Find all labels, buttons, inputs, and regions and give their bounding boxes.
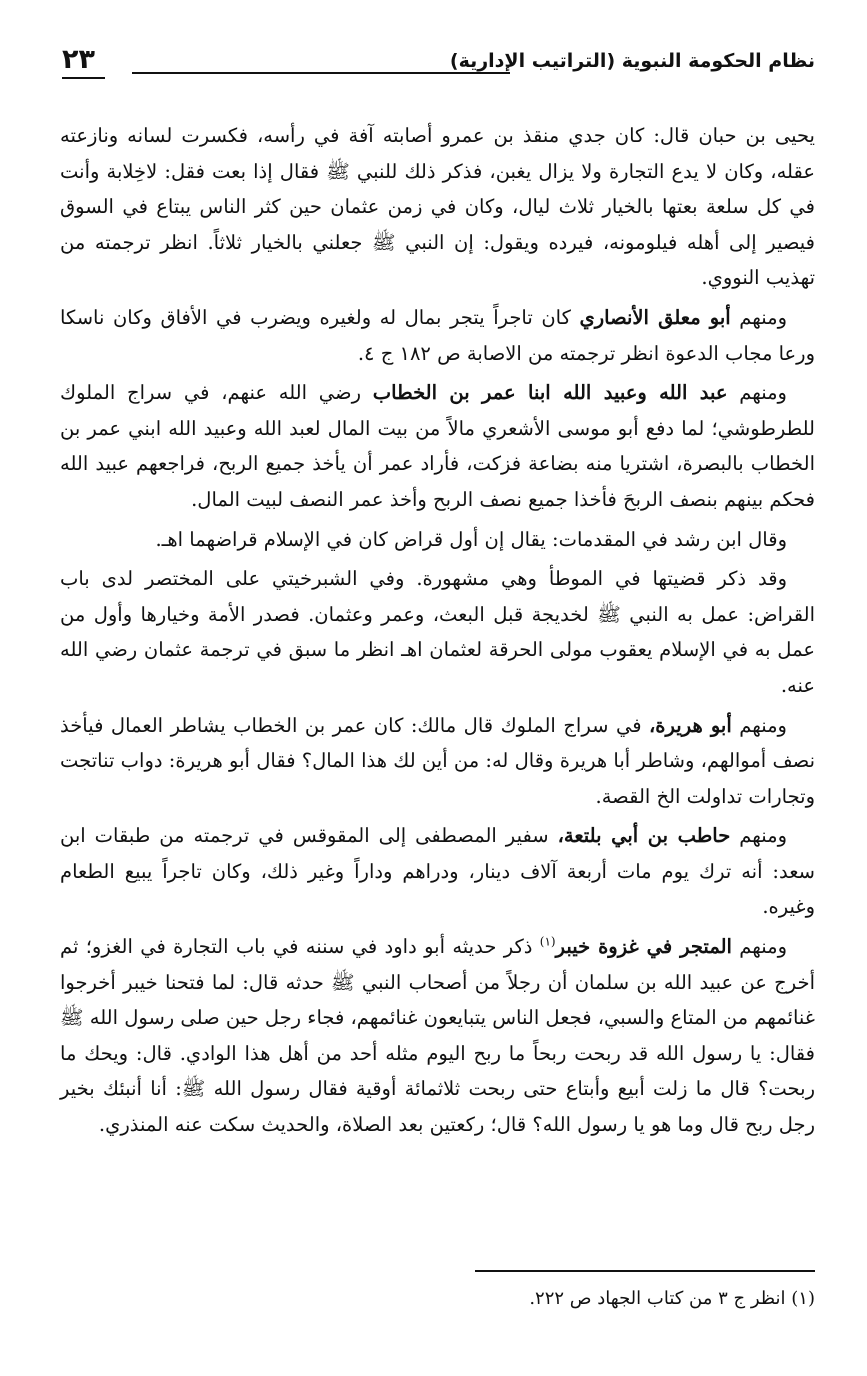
paragraph: ومنهم أبو معلق الأنصاري كان تاجراً يتجر بمال له ولغيره ويضرب في الأفاق وكان ناسكا ورعا مجاب الدعوة انظر ترجمته من الاصابة ص ١٨٢ ج ٤. xyxy=(60,305,815,365)
bold-name: أبو هريرة، xyxy=(649,713,732,737)
paragraph: وقال ابن رشد في المقدمات: يقال إن أول قراض كان في الإسلام قراضهما اهـ. xyxy=(155,527,787,551)
running-title: نظام الحكومة النبوية (التراتيب الإدارية) xyxy=(449,50,815,72)
footnote-separator xyxy=(475,1270,815,1272)
footnote-marker[interactable]: (١) xyxy=(539,934,556,949)
paragraph: ومنهم حاطب بن أبي بلتعة، سفير المصطفى إلى المقوقس في ترجمته من طبقات ابن سعد: أنه ترك يوم مات أربعة آلاف دينار، ودراهم وداراً وغير ذلك، وكان تاجراً يبيع الطعام وغيره. xyxy=(60,824,815,919)
page-number: ٢٣ xyxy=(62,44,105,79)
paragraph: يحيى بن حبان قال: كان جدي منقذ بن عمرو أصابته آفة في رأسه، فكسرت لسانه ونازعته عقله، وكان لا يدع التجارة ولا يزال يغبن، فذكر ذلك للنبي ﷺ فقال إذا بعت فقل: لاخِلابة وأنت في كل سلعة بعتها بالخيار ثلاث ليال، وكان في زمن عثمان حين كثر الناس يبتاع في السوق فيصير إلى أهله فيلومونه، فيرده ويقول: إن النبي ﷺ جعلني بالخيار ثلاثاً. انظر ترجمته من تهذيب النووي. xyxy=(60,124,815,290)
paragraph: ومنهم عبد الله وعبيد الله ابنا عمر بن الخطاب رضي الله عنهم، في سراج الملوك للطرطوشي؛ لما دفع أبو موسى الأشعري مالاً من بيت المال لعبد الله وعبيد الله ابني عمر بن الخطاب بالبصرة، اشتريا منه بضاعة فزكت، فأراد عمر أن يأخذ جميع الربح، فراجعهم عبيد الله فحكم بينهم بنصف الربحَ فأخذا جميع نصف الربح وأخذ عمر النصف لبيت المال. xyxy=(60,381,815,511)
header-rule xyxy=(132,72,510,74)
paragraph: ومنهم المتجر في غزوة خيبر$^{(١)}$ ذكر حديثه أبو داود في سننه في باب التجارة في الغزو؛ ثم أخرج عن عبيد الله بن سلمان أن رجلاً من أصحاب النبي ﷺ حدثه قال: لما فتحنا خيبر أخرجوا غنائمهم من المتاع والسبي، فجعل الناس يتبايعون غنائمهم، فجاء رجل حين صلى رسول الله ﷺ فقال: يا رسول الله قد ربحت ربحاً ما ربح اليوم مثله أحد من أهل هذا الوادي. قال: ويحك ما ربحت؟ قال ما زلت أبيع وأبتاع حتى ربحت ثلاثمائة أوقية فقال رسول الله ﷺ: أنا أنبئك بخير رجل ربح قال وما هو يا رسول الله؟ قال؛ ركعتين بعد الصلاة، والحديث سكت عنه المنذري. xyxy=(59,934,815,1137)
bold-name: حاطب بن أبي بلتعة، xyxy=(557,824,731,848)
bold-name: المتجر في غزوة خيبر xyxy=(555,935,732,959)
paragraph: وقد ذكر قضيتها في الموطأ وهي مشهورة. وفي الشبرخيتي على المختصر لدى باب القراض: عمل به النبي ﷺ لخديجة قبل البعث، وعمر وعثمان. فصدر الأمة وخيارها وأول من عمل به في الإسلام يعقوب مولى الحرقة لعثمان اهـ انظر ما سبق في ترجمة عثمان رضي الله عنه. xyxy=(60,567,815,697)
bold-name: أبو معلق الأنصاري xyxy=(579,305,731,329)
paragraph: ومنهم أبو هريرة، في سراج الملوك قال مالك: كان عمر بن الخطاب يشاطر العمال فيأخذ نصف أموالهم، وشاطر أبا هريرة وقال له: من أين لك هذا المال؟ فقال أبو هريرة: دواب تناتجت وتجارات تداولت الخ القصة. xyxy=(60,713,815,808)
bold-name: عبد الله وعبيد الله ابنا عمر بن الخطاب xyxy=(372,381,728,405)
page-header xyxy=(62,44,815,84)
main-text xyxy=(60,118,815,1147)
footnote: (١) انظر ج ٣ من كتاب الجهاد ص ٢٢٢. xyxy=(529,1288,815,1309)
